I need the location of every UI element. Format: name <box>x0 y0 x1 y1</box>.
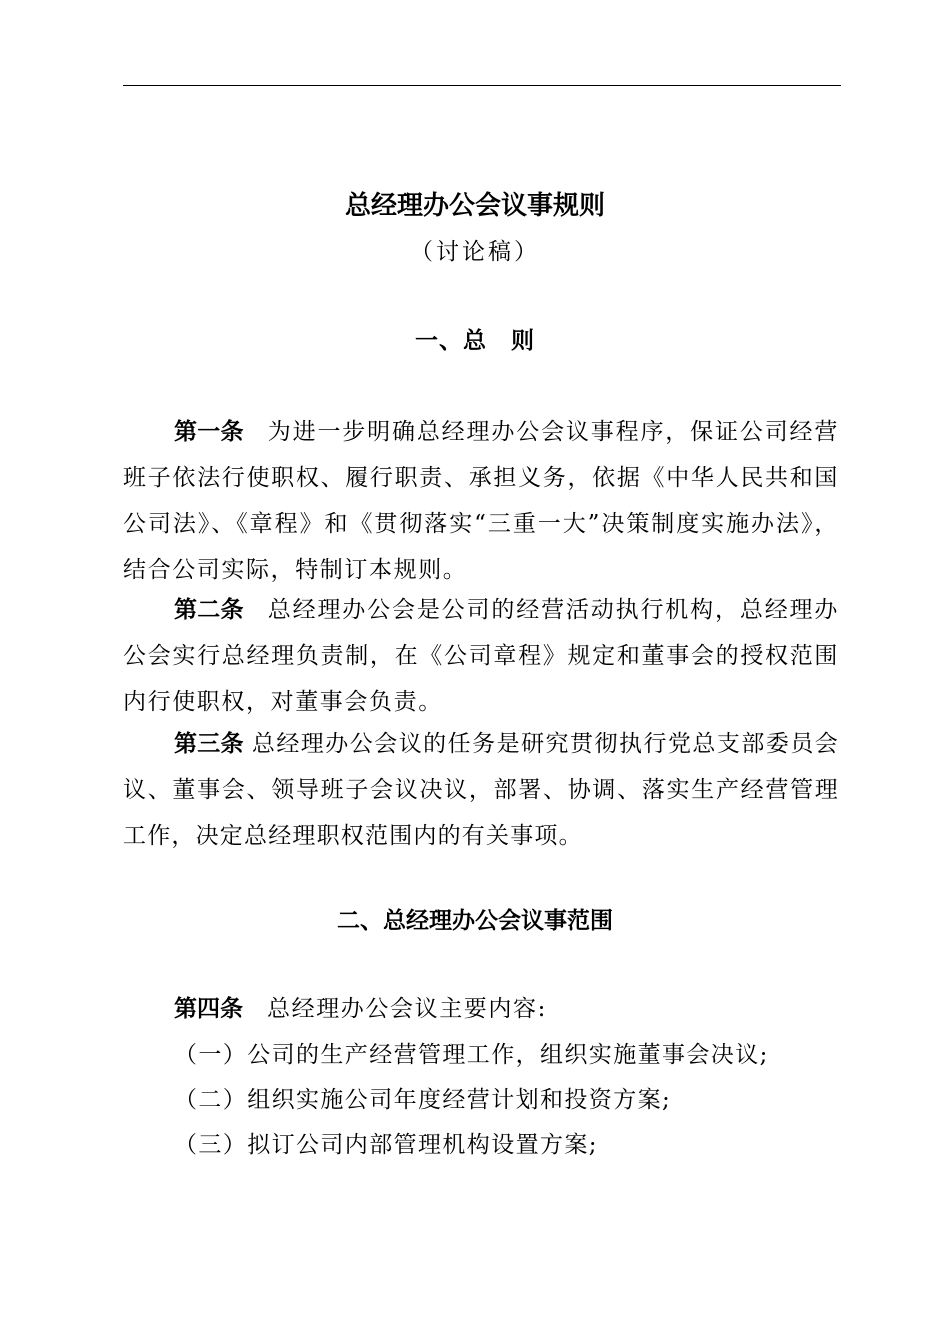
article-text: 为进一步明确总经理办公会议事程序，保证公司经营班子依法行使职权、履行职责、承担义务，依据《中华人民共和国公司法》、《章程》和《贯彻落实“三重一大”决策制度实施办法》，结合公司实际，特制订本规则。 <box>123 419 839 583</box>
list-item: （三）拟订公司内部管理机构设置方案; <box>174 1132 598 1158</box>
section-heading-general: 一、总 则 <box>415 327 535 354</box>
article-label: 第四条 <box>174 995 243 1022</box>
header-rule <box>123 85 841 86</box>
article-text: 总经理办公会是公司的经营活动执行机构，总经理办公会实行总经理负责制，在《公司章程》规定和董事会的授权范围内行使职权，对董事会负责。 <box>123 597 839 715</box>
article-3 <box>123 721 839 859</box>
document-subtitle: （讨论稿） <box>410 239 540 265</box>
list-item: （一）公司的生产经营管理工作，组织实施董事会决议; <box>174 1042 769 1068</box>
article-label: 第二条 <box>174 596 244 623</box>
article-1 <box>123 409 839 593</box>
section-heading-scope: 二、总经理办公会议事范围 <box>337 907 613 934</box>
article-text: 总经理办公会议的任务是研究贯彻执行党总支部委员会议、董事会、领导班子会议决议，部署、协调、落实生产经营管理工作，决定总经理职权范围内的有关事项。 <box>123 731 840 849</box>
article-text: 总经理办公会议主要内容: <box>267 996 547 1022</box>
article-label: 第三条 <box>174 730 244 757</box>
article-4 <box>123 986 839 1032</box>
article-label: 第一条 <box>174 418 244 445</box>
list-item: （二）组织实施公司年度经营计划和投资方案; <box>174 1087 672 1113</box>
article-2 <box>123 587 839 725</box>
document-title: 总经理办公会议事规则 <box>344 191 605 221</box>
